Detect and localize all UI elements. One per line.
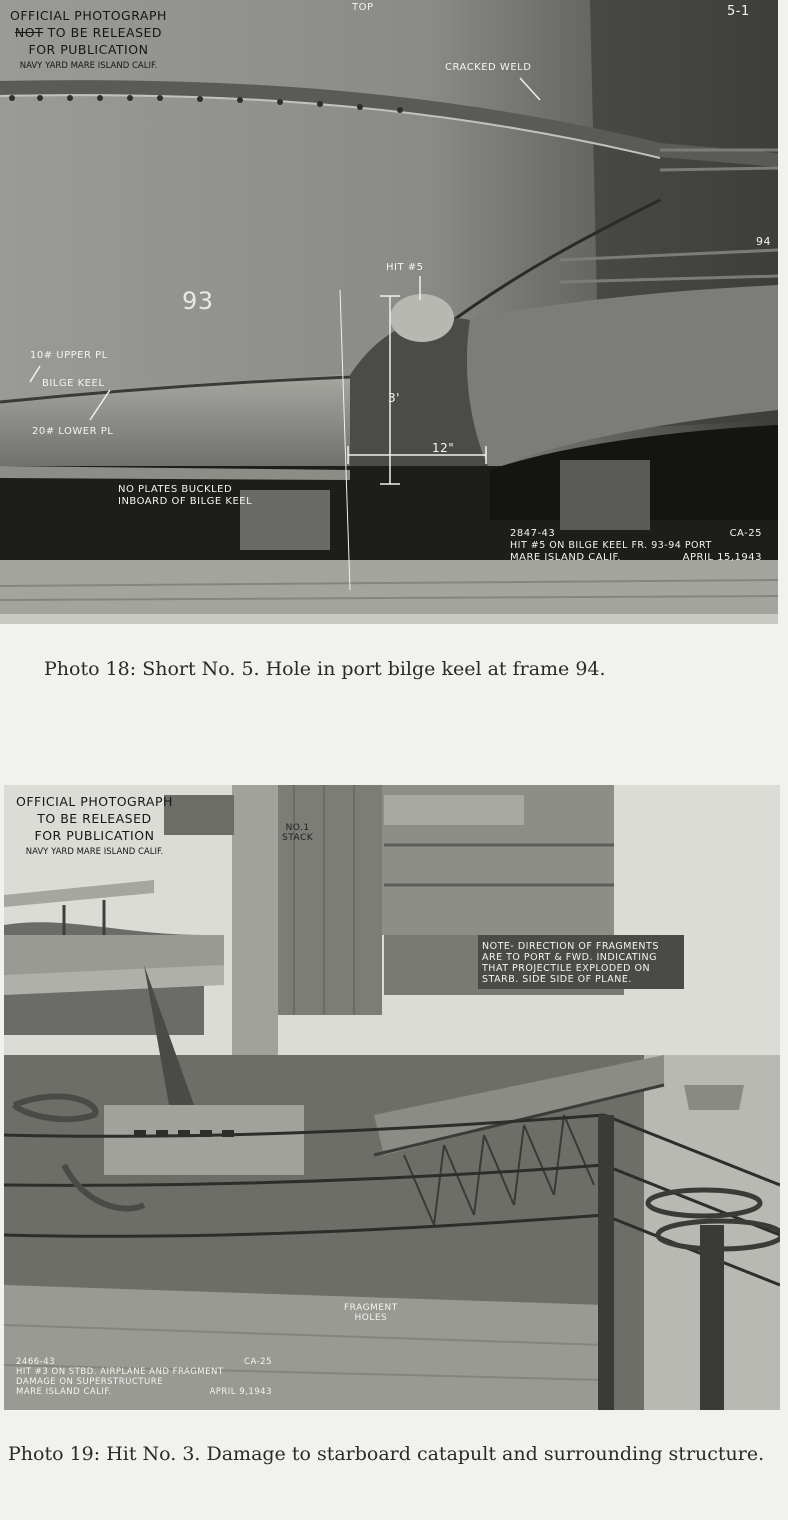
stamp-line-2-text: TO BE RELEASED xyxy=(43,25,163,40)
horizontal-dimension: 12" xyxy=(432,441,455,455)
note-line-3: THAT PROJECTILE EXPLODED ON xyxy=(482,963,651,974)
stack-line-2: STACK xyxy=(282,833,314,843)
fragment-holes-label xyxy=(344,1303,398,1323)
note-line-2: ARE TO PORT & FWD. INDICATING xyxy=(482,952,657,963)
no-plates-note xyxy=(118,484,252,508)
photo-18 xyxy=(0,0,778,624)
info-19-row-4 xyxy=(16,1387,272,1397)
stamp-19-line-2: TO BE RELEASED xyxy=(37,811,152,826)
no-plates-line-1: NO PLATES BUCKLED xyxy=(118,484,233,495)
info-location: MARE ISLAND CALIF. xyxy=(510,552,621,563)
info-19-number: 2466-43 xyxy=(16,1357,56,1367)
stack-label xyxy=(282,823,313,843)
fragment-holes-line-1: FRAGMENT xyxy=(344,1303,398,1313)
frame-94-label: 94 xyxy=(756,235,771,248)
photo-19-caption: Photo 19: Hit No. 3. Damage to starboard catapult and surrounding structure. xyxy=(8,1443,765,1465)
page-ref: 5-1 xyxy=(727,4,750,19)
info-19-row-3: DAMAGE ON SUPERSTRUCTURE xyxy=(16,1377,163,1387)
hit-label: HIT #5 xyxy=(386,262,424,273)
stamp-line-4: NAVY YARD MARE ISLAND CALIF. xyxy=(19,61,158,71)
upper-plate-label: 10# UPPER PL xyxy=(30,350,108,361)
info-19-ship: CA-25 xyxy=(244,1357,272,1367)
fragment-note xyxy=(482,941,659,985)
photo-18-info-block xyxy=(510,528,762,564)
fragment-holes-line-2: HOLES xyxy=(354,1313,388,1323)
info-19-location: MARE ISLAND CALIF. xyxy=(16,1387,112,1397)
stamp-line-3: FOR PUBLICATION xyxy=(28,42,149,57)
info-row-2: HIT #5 ON BILGE KEEL FR. 93-94 PORT xyxy=(510,540,712,551)
photo-19 xyxy=(4,785,780,1410)
stamp-line-1: OFFICIAL PHOTOGRAPH xyxy=(10,8,167,23)
stamp-struck-word: NOT xyxy=(14,25,44,40)
lower-plate-label: 20# LOWER PL xyxy=(32,426,114,437)
frame-93-label: 93 xyxy=(182,287,214,315)
photo-19-info-block xyxy=(16,1357,272,1397)
photo-18-caption: Photo 18: Short No. 5. Hole in port bilge keel at frame 94. xyxy=(44,658,606,680)
info-19-date: APRIL 9,1943 xyxy=(209,1387,272,1397)
stamp-19-line-4: NAVY YARD MARE ISLAND CALIF. xyxy=(25,847,164,857)
photo-18-official-stamp xyxy=(10,7,167,75)
info-ship: CA-25 xyxy=(729,528,762,539)
stack-line-1: NO.1 xyxy=(285,823,310,833)
no-plates-line-2: INBOARD OF BILGE KEEL xyxy=(118,496,253,507)
stamp-line-2 xyxy=(10,24,167,41)
stamp-19-line-3: FOR PUBLICATION xyxy=(34,828,155,843)
info-number: 2847-43 xyxy=(510,528,556,539)
photo-19-official-stamp xyxy=(16,793,173,861)
cracked-weld-label: CRACKED WELD xyxy=(445,62,532,73)
top-label: TOP xyxy=(352,2,374,13)
info-19-row-1 xyxy=(16,1357,272,1367)
bilge-keel-label: BILGE KEEL xyxy=(42,378,105,389)
info-row-3 xyxy=(510,552,762,564)
info-date: APRIL 15,1943 xyxy=(682,552,762,563)
stamp-19-line-1: OFFICIAL PHOTOGRAPH xyxy=(16,794,173,809)
info-19-row-2: HIT #3 ON STBD. AIRPLANE AND FRAGMENT xyxy=(16,1367,224,1377)
note-line-4: STARB. SIDE SIDE OF PLANE. xyxy=(482,974,632,985)
info-row-1 xyxy=(510,528,762,540)
note-line-1: NOTE- DIRECTION OF FRAGMENTS xyxy=(482,941,659,952)
vertical-dimension: 3' xyxy=(388,391,400,405)
